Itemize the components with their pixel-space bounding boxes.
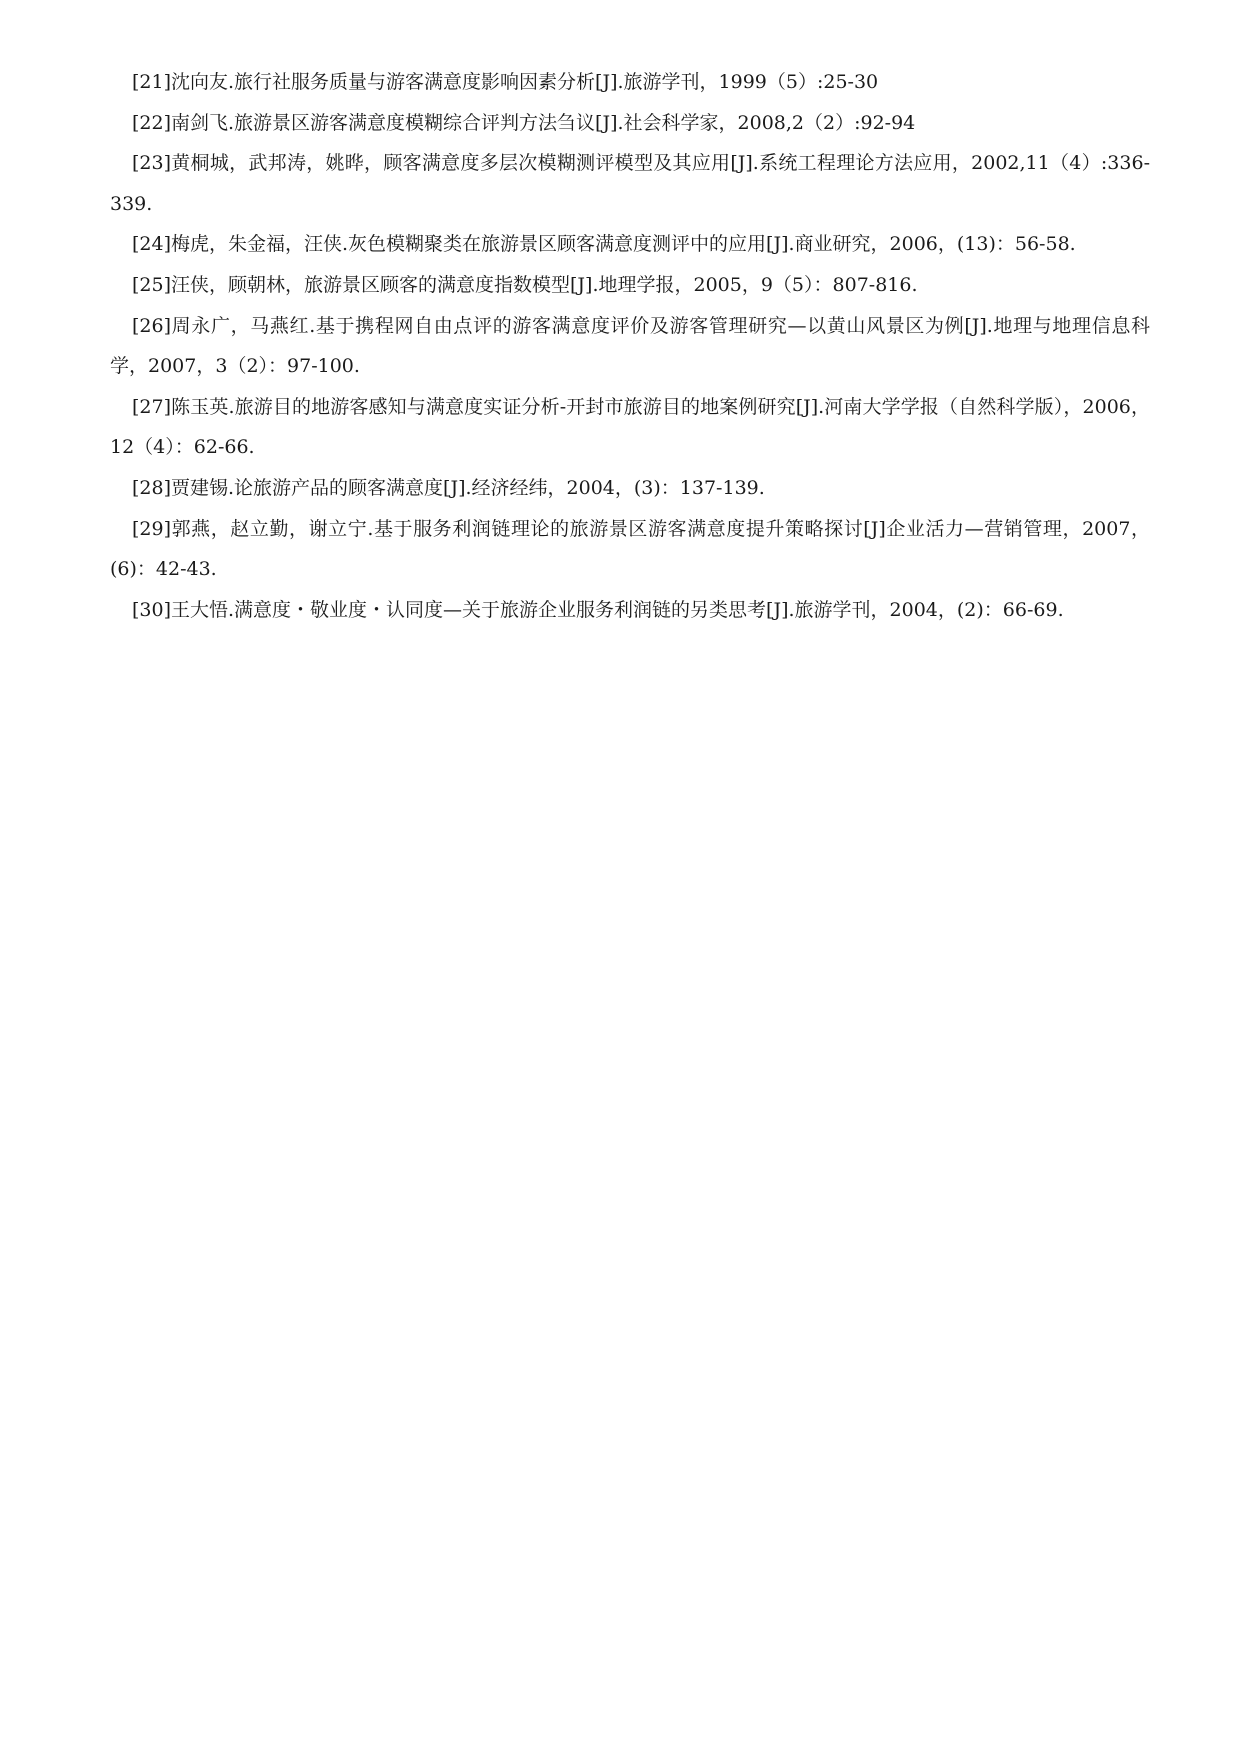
reference-item-27: [27]陈玉英.旅游目的地游客感知与满意度实证分析-开封市旅游目的地案例研究[J].河南大学学报（自然科学版），2006，12（4）：62-66.	[110, 395, 1150, 459]
reference-list	[110, 62, 1150, 630]
reference-item-22: [22]南剑飞.旅游景区游客满意度模糊综合评判方法刍议[J].社会科学家，2008,2（2）:92-94	[132, 111, 916, 134]
reference-item-30: [30]王大悟.满意度・敬业度・认同度—关于旅游企业服务利润链的另类思考[J].旅游学刊，2004，(2)：66-69.	[132, 598, 1064, 621]
reference-item-26: [26]周永广，马燕红.基于携程网自由点评的游客满意度评价及游客管理研究—以黄山风景区为例[J].地理与地理信息科学，2007，3（2）：97-100.	[110, 314, 1150, 378]
reference-item-21: [21]沈向友.旅行社服务质量与游客满意度影响因素分析[J].旅游学刊，1999（5）:25-30	[132, 71, 879, 93]
reference-item-23: [23]黄桐城，武邦涛，姚晔，顾客满意度多层次模糊测评模型及其应用[J].系统工程理论方法应用，2002,11（4）:336-339.	[110, 152, 1150, 215]
reference-item-25: [25]汪侠，顾朝林，旅游景区顾客的满意度指数模型[J].地理学报，2005，9（5）：807-816.	[132, 273, 918, 296]
reference-item-29: [29]郭燕，赵立勤，谢立宁.基于服务利润链理论的旅游景区游客满意度提升策略探讨[J]企业活力—营销管理，2007，(6)：42-43.	[110, 517, 1150, 581]
reference-item-24: [24]梅虎，朱金福，汪侠.灰色模糊聚类在旅游景区顾客满意度测评中的应用[J].商业研究，2006，(13)：56-58.	[132, 233, 1076, 256]
reference-item-28: [28]贾建锡.论旅游产品的顾客满意度[J].经济经纬，2004，(3)：137-139.	[132, 476, 765, 499]
